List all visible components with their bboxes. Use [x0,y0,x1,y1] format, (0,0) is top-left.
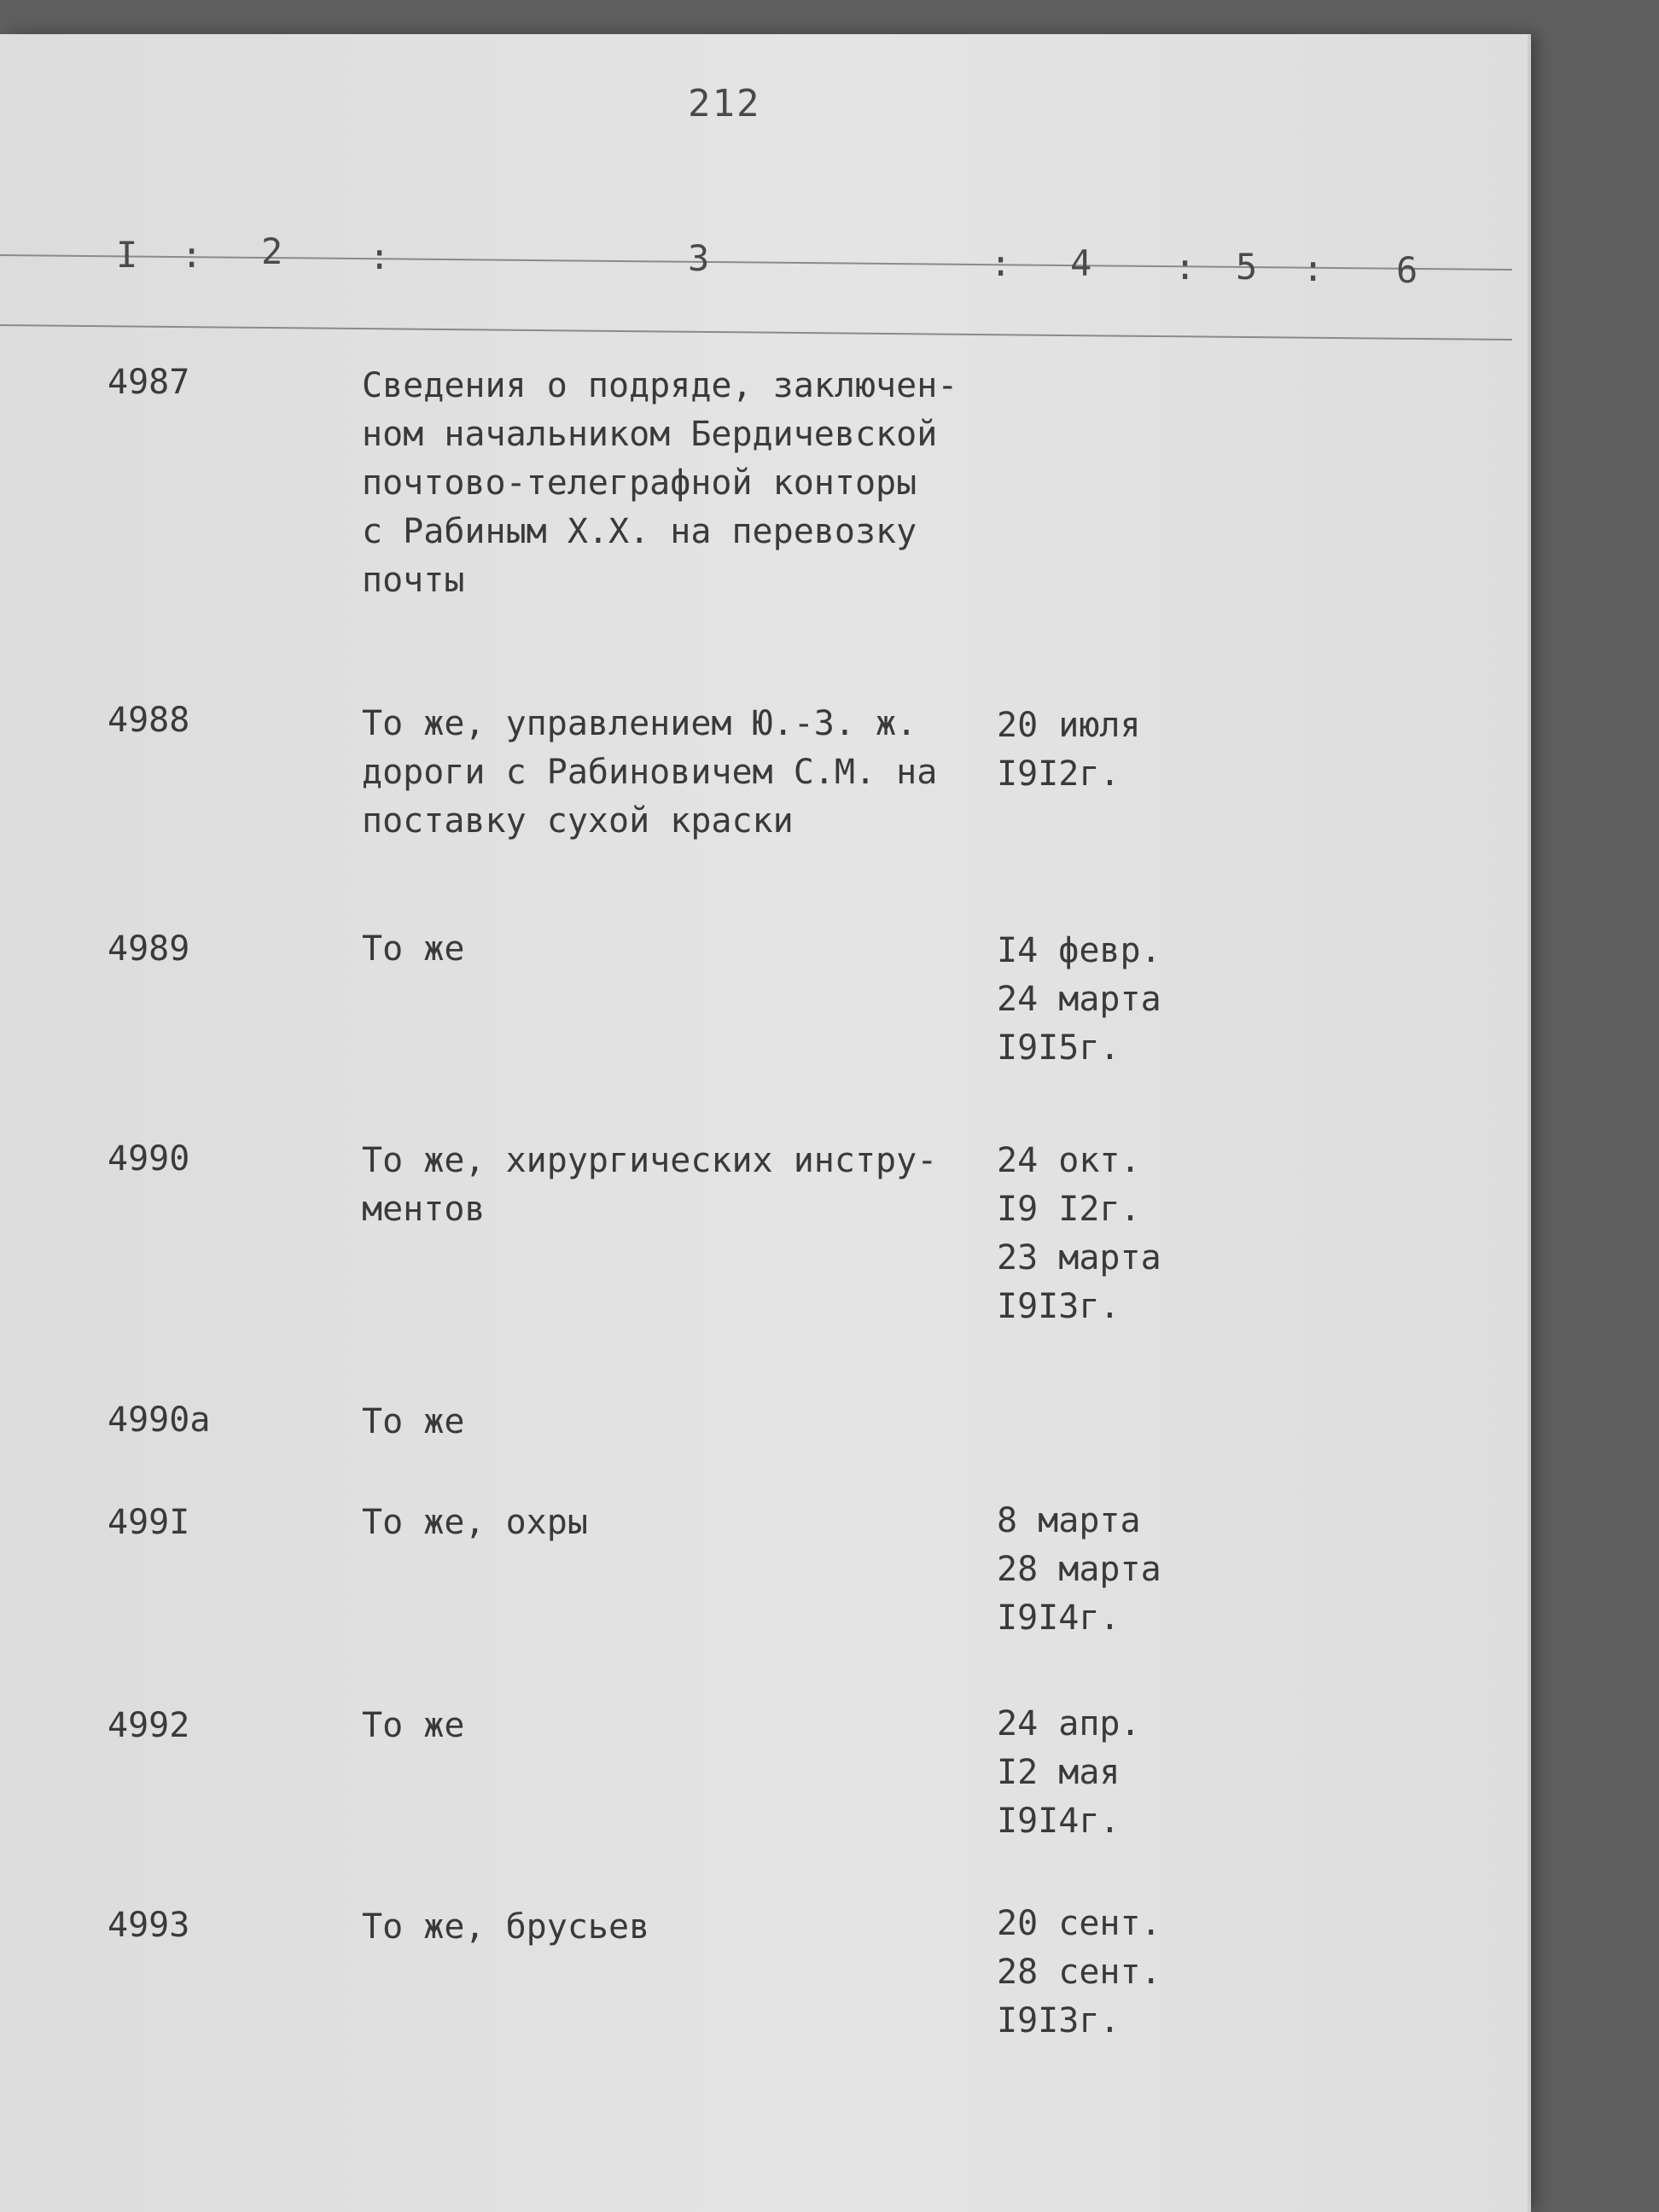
row-description [362,1137,993,1234]
date-line: I4 февр. [997,931,1161,970]
date-line: I2 мая [997,1753,1121,1792]
description-line: То же [362,929,465,969]
description-line: почты [362,561,465,600]
row-number: 4987 [108,363,190,402]
row-number: 4988 [108,701,190,740]
date-line: 28 сент. [997,1953,1161,1992]
row-description [362,925,993,974]
description-line: ном начальником Бердичевской [362,415,938,454]
description-line: То же [362,1706,465,1745]
row-dates [997,1497,1193,1643]
row-description [362,1702,993,1750]
document-page [0,34,1528,2212]
date-line: I9 I2г. [997,1190,1141,1229]
column-header-1: I [116,234,138,276]
column-header-5: 5 [1236,246,1258,288]
description-line: с Рабиным Х.Х. на перевозку [362,512,917,551]
row-number: 4990а [108,1400,211,1440]
date-line: 24 марта [997,980,1161,1019]
description-line: почтово-телеграфной конторы [362,463,917,503]
column-header-4: 4 [1070,242,1092,284]
date-line: I9I3г. [997,2001,1121,2040]
column-separator: : [990,242,1012,284]
row-description [362,700,993,846]
description-line: Сведения о подряде, заключен- [362,366,958,405]
column-separator: : [1302,247,1324,289]
row-dates [997,927,1193,1073]
row-number: 499I [108,1503,190,1542]
date-line: 24 апр. [997,1704,1141,1743]
row-number: 4993 [108,1906,190,1945]
column-separator: : [1174,246,1196,288]
date-line: 23 марта [997,1238,1161,1278]
description-line: То же, управлением Ю.-З. ж. [362,704,917,743]
description-line: То же [362,1402,465,1441]
row-description [362,362,993,605]
row-dates [997,701,1193,799]
row-dates [997,1900,1193,2046]
date-line: I9I4г. [997,1802,1121,1841]
description-line: То же, охры [362,1503,588,1542]
description-line: ментов [362,1190,486,1229]
row-description [362,1398,993,1447]
description-line: То же, хирургических инстру- [362,1141,938,1180]
date-line: 20 июля [997,706,1141,745]
header-rule-bottom [0,324,1512,341]
date-line: 8 марта [997,1501,1141,1540]
row-description [362,1903,993,1952]
date-line: 28 марта [997,1550,1161,1589]
header-rule-top [0,254,1512,271]
description-line: То же, брусьев [362,1907,650,1947]
column-header-2: 2 [261,230,283,272]
column-separator: : [181,234,203,276]
row-dates [997,1700,1193,1846]
description-line: дороги с Рабиновичем С.М. на [362,753,938,792]
row-description [362,1499,993,1547]
column-header-3: 3 [688,237,710,279]
date-line: I9I4г. [997,1598,1121,1638]
row-dates [997,1137,1193,1331]
row-number: 4990 [108,1139,190,1179]
date-line: 24 окт. [997,1141,1141,1180]
column-separator: : [369,236,391,277]
date-line: I9I5г. [997,1028,1121,1068]
page-number: 212 [688,82,761,125]
column-header-6: 6 [1396,249,1418,291]
row-number: 4992 [108,1706,190,1745]
date-line: I9I2г. [997,754,1121,794]
date-line: 20 сент. [997,1904,1161,1943]
description-line: поставку сухой краски [362,801,794,841]
row-number: 4989 [108,929,190,969]
date-line: I9I3г. [997,1287,1121,1326]
